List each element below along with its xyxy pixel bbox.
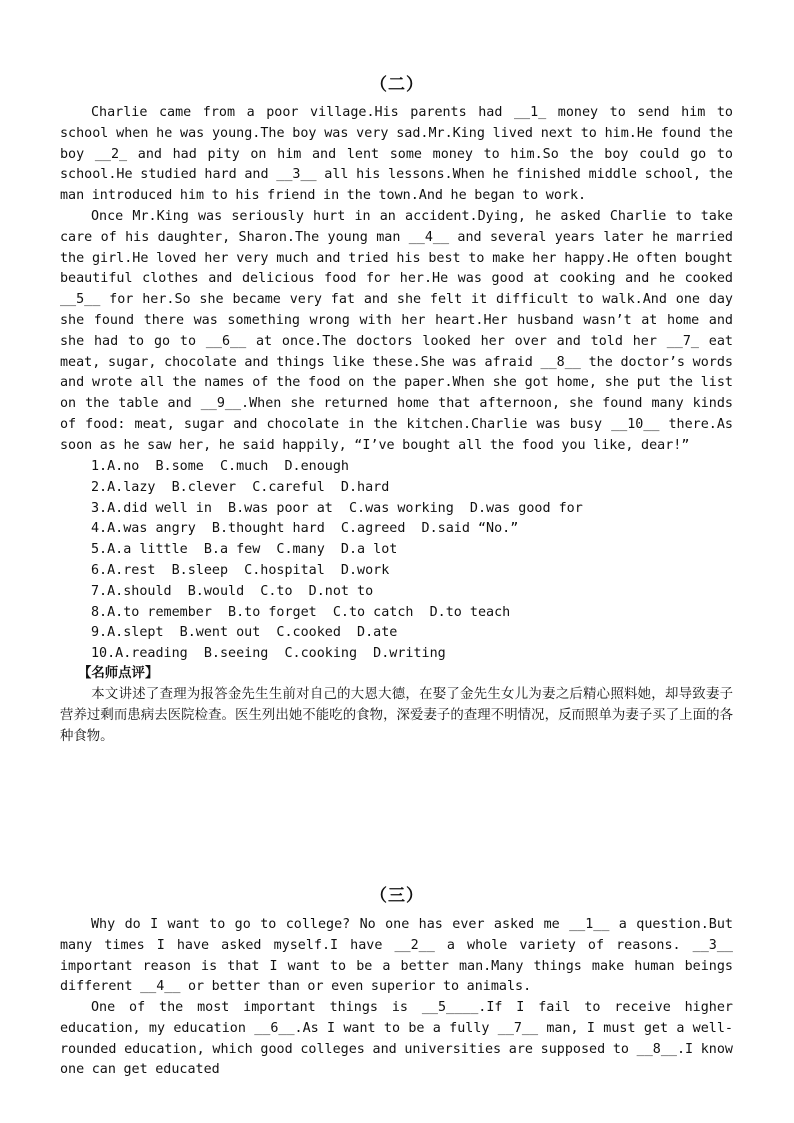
passage-3-paragraph-1 [60, 915, 733, 998]
option-item: 1.A.no B.some C.much D.enough [91, 459, 349, 474]
option-item: 3.A.did well in B.was poor at C.was working D.was good for [91, 500, 583, 516]
passage-2-paragraph-2-text: Once Mr.King was seriously hurt in an accident.Dying, he asked Charlie to take care of his daughter, Sharon.The young man __4__ and several years later he married the girl.He loved her very much and tried his best to make her happy.He often bought beautiful clothes and delicious food for her.He was good at cooking and he cooked __5__ for her.So she became very fat and she felt it difficult to walk.And one day she found there was something wrong with her heart.Her husband wasn’t at home and she had to go to __6__ at once.The doctors looked her over and told her __7_ eat meat, sugar, chocolate and things like these.She was afraid __8__ the doctor’s words and wrote all the names of the food on the paper.When she got home, she put the list on the table and __9__.When she returned home that afternoon, she found many kinds of food: meat, sugar and chocolate in the kitchen.Charlie was busy __10__ there.As soon as he saw her, he said happily, “I’ve bought all the food you like, dear!” [60, 209, 733, 453]
passage-3-paragraph-1-text: Why do I want to go to college? No one has ever asked me __1__ a question.But many times I have asked myself.I have __2__ a whole variety of reasons. __3__ important reason is that I want to be a better man.Many things make human beings different __4__ or better than or even superior to animals. [60, 917, 733, 995]
option-item: 6.A.rest B.sleep C.hospital D.work [91, 562, 390, 578]
option-item: 10.A.reading B.seeing C.cooking D.writing [91, 646, 446, 662]
section-heading-2: （二） [370, 75, 424, 95]
option-item: 4.A.was angry B.thought hard C.agreed D.said “No.” [91, 521, 519, 537]
option-item: 8.A.to remember B.to forget C.to catch D.to teach [91, 604, 511, 620]
option-item: 5.A.a little B.a few C.many D.a lot [91, 542, 398, 558]
passage-2-paragraph-2 [60, 207, 733, 457]
teacher-comment [60, 685, 733, 747]
teacher-comment-label: 【名师点评】 [78, 666, 159, 681]
teacher-comment-text: 本文讲述了查理为报答金先生生前对自己的大恩大德，在娶了金先生女儿为妻之后精心照料她，却导致妻子营养过剩而患病去医院检查。医生列出她不能吃的食物，深爱妻子的查理不明情况，反而照单为妻子买了上面的各种食物。 [60, 687, 733, 744]
option-item: 9.A.slept B.went out C.cooked D.ate [91, 625, 398, 641]
passage-3-paragraph-2 [60, 998, 733, 1081]
options-list [91, 457, 731, 665]
option-item: 2.A.lazy B.clever C.careful D.hard [91, 479, 390, 495]
passage-3-paragraph-2-text: One of the most important things is __5____.If I fail to receive higher education, my education __6__.As I want to be a fully __7__ man, I must get a well-rounded education, which good colleges and universities are supposed to __8__.I know one can get educated [60, 1000, 733, 1078]
passage-2-paragraph-1-text: Charlie came from a poor village.His parents had __1_ money to send him to school when he was young.The boy was very sad.Mr.King lived next to him.He found the boy __2_ and had pity on him and lent some money to him.So the boy could go to school.He studied hard and __3__ all his lessons.When he finished middle school, the man introduced him to his friend in the town.And he began to work. [60, 105, 733, 204]
passage-2-paragraph-1 [60, 103, 733, 207]
section-heading-3: （三） [370, 886, 424, 906]
option-item: 7.A.should B.would C.to D.not to [91, 583, 374, 599]
